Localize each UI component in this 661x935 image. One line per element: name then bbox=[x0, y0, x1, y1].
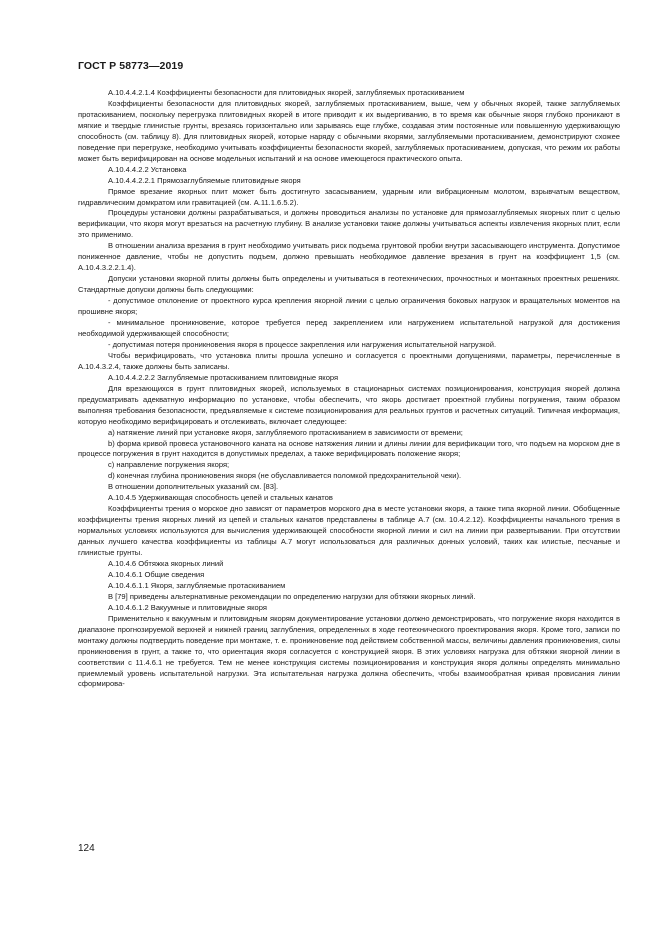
paragraph: А.10.4.4.2.2.2 Заглубляемые протаскиванием плитовидные якоря bbox=[108, 372, 339, 382]
paragraph: В отношении дополнительных указаний см. [83]. bbox=[108, 482, 279, 492]
document-header: ГОСТ Р 58773—2019 bbox=[78, 60, 184, 72]
paragraph: А.10.4.6.1 Общие сведения bbox=[108, 569, 205, 579]
list-item: а) натяжение линий при установке якоря, заглубляемого протаскиванием в зависимости от времени; bbox=[108, 427, 463, 437]
paragraph: Коэффициенты трения о морское дно зависят от параметров морского дна в месте установки якоря, а также типа якорной линии. Обобщенные коэффициенты трения якорных линий из цепей и стальных канатов представлены в таблице А.7 (см. 10.4.2.12). Коэффициенты начального трения в нормальных условиях используются для вычисления удерживающей способности якорной линии и сил на линии при развертывании. При отсутствии данных лучшего качества коэффициенты из таблицы А.7 могут использоваться для различных донных условий, таких как илистые, песчаные и глинистые грунты. bbox=[78, 504, 620, 558]
paragraph: А.10.4.4.2.2 Установка bbox=[108, 164, 187, 174]
paragraph: Для врезающихся в грунт плитовидных якорей, используемых в стационарных системах позиционирования, конструкция якорей должна предусматривать адекватную информацию по установке, чтобы обеспечить, что якорь достигает проектной глубины погружения, таким образом выполняя требования безопасности, предъявляемые к системе позиционирования для реальных грунтов и расчетных ситуаций. Типичная информация, которую необходимо верифицировать и отслеживать, включает следующее: bbox=[78, 383, 620, 426]
page-number: 124 bbox=[78, 843, 95, 854]
list-item: - минимальное проникновение, которое требуется перед закреплением или нагружением испытательной нагрузкой для достижения необходимой удерживающей способности; bbox=[78, 318, 620, 338]
paragraph: Прямое врезание якорных плит может быть достигнуто засасыванием, ударным или вибрационным молотом, взрывчатым веществом, гидравлическим домкратом или гравитацией (см. А.11.1.6.5.2). bbox=[78, 186, 620, 207]
list-item: b) форма кривой провеса установочного каната на основе натяжения линии и длины линии для верификации того, что подъем на морском дне в процессе погружения в грунт находится в допустимых пределах, а также верифицировать положение якоря; bbox=[78, 438, 620, 459]
paragraph: Процедуры установки должны разрабатываться, и должны проводиться анализы по установке для прямозаглубляемых якорных плит с целью верификации, что якоря могут врезаться на расчетную глубину. В анализе установки также должны учитываться аспекты извлечения якорных плит, если это применимо. bbox=[78, 208, 620, 240]
paragraph: А.10.4.4.2.1.4 Коэффициенты безопасности для плитовидных якорей, заглубляемых протаскиванием bbox=[108, 88, 465, 97]
list-item: - допустимая потеря проникновения якоря в процессе закрепления или нагружения испытательной нагрузкой. bbox=[108, 339, 497, 349]
list-item: d) конечная глубина проникновения якоря (не обуславливается поломкой предохранительной чеки). bbox=[108, 471, 462, 481]
paragraph: Допуски установки якорной плиты должны быть определены и учитываться в геотехнических, прочностных и монтажных проектных решениях. Стандартные допуски должны быть следующими: bbox=[78, 274, 620, 295]
paragraph: А.10.4.4.2.2.1 Прямозаглубляемые плитовидные якоря bbox=[108, 175, 301, 185]
document-body bbox=[78, 88, 620, 690]
list-item: с) направление погружения якоря; bbox=[108, 460, 230, 470]
paragraph: Чтобы верифицировать, что установка плиты прошла успешно и согласуется с проектными допущениями, параметры, перечисленные в А.10.4.3.2.4, также должны быть записаны. bbox=[78, 350, 620, 371]
paragraph: А.10.4.6 Обтяжка якорных линий bbox=[108, 558, 224, 568]
paragraph: В [79] приведены альтернативные рекомендации по определению нагрузки для обтяжки якорных линий. bbox=[108, 591, 476, 601]
paragraph: В отношении анализа врезания в грунт необходимо учитывать риск подъема грунтовой пробки внутри засасывающего инструмента. Допустимое пониженное давление, чтобы не допустить подъем, должно превышать необходимое давление врезания в грунт на коэффициент 1,5 (см. А.10.4.3.2.2.1.4). bbox=[78, 241, 620, 273]
paragraph: Коэффициенты безопасности для плитовидных якорей, заглубляемых протаскиванием, выше, чем у обычных якорей, также заглубляемых протаскиванием, поскольку перегрузка плитовидных якорей в итоге приводит к их выдергиванию, в то время как обычные якоря глубоко проникают в мягкие и твердые глинистые грунты, врезаясь горизонтально или зарываясь еще глубже, создавая этим постоянные или повышенную удерживающую способность (см. таблицу 8). Для плитовидных якорей, которые наряду с обычными якорями, заглубляемыми протаскиванием, демонстрируют схожее поведение при перегрузке, необходимо учитывать коэффициенты безопасности якорей, заглубляемых протаскиванием, допуская, что режим их работы может быть верифицирован на основе модельных испытаний и на основе имеющегося практического опыта. bbox=[78, 98, 620, 163]
paragraph: А.10.4.6.1.1 Якоря, заглубляемые протаскиванием bbox=[108, 580, 286, 590]
paragraph: Применительно к вакуумным и плитовидным якорям документирование установки должно демонстрировать, что погружение якоря находится в диапазоне прогнозируемой верхней и нижней границ заглубления, определенных в ходе геотехнического проектирования якоря. Кроме того, записи по монтажу должны подтвердить поведение при монтаже, т. е. проникновение под действием собственной массы, величины давления проникновения, силы проникновения в грунт, а также то, что ориентация якоря согласуется с конструкцией якоря. В этих условиях нагрузка для обтяжки якорной линии в соответствии с 11.4.6.1 не требуется. Тем не менее конструкция системы позиционирования и конструкция якоря должны определять минимально приемлемый уровень испытательной нагрузки. Эта испытательная нагрузка должна обеспечить, чтобы взаимообратная кривая провисания линии сформирова- bbox=[78, 613, 620, 689]
paragraph: А.10.4.5 Удерживающая способность цепей и стальных канатов bbox=[108, 493, 333, 503]
list-item: - допустимое отклонение от проектного курса крепления якорной линии с целью ограничения боковых нагрузок и вращательных моментов на прошивне якоря; bbox=[78, 296, 620, 317]
paragraph: А.10.4.6.1.2 Вакуумные и плитовидные якоря bbox=[108, 602, 267, 612]
